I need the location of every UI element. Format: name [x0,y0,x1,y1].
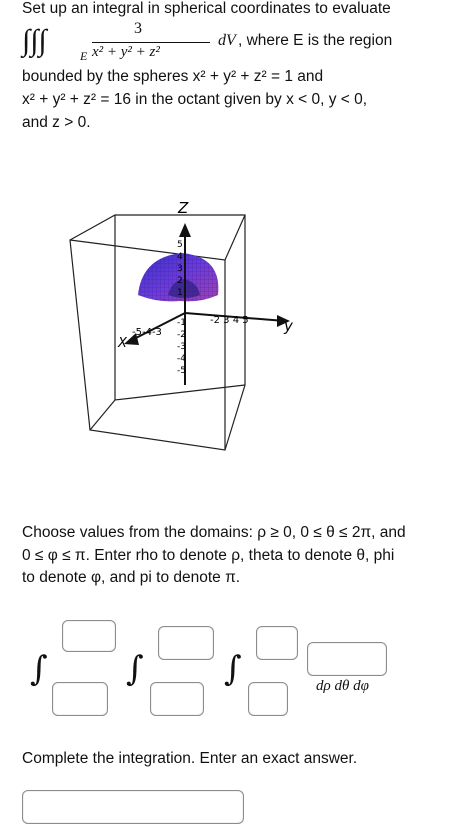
z-tick-label: -2 [177,330,186,340]
z-tick-label: 2 [177,276,183,286]
integral-expression [22,22,442,68]
domain-line-3: to denote φ, and pi to denote π. [22,569,241,586]
complete-instruction: Complete the integration. Enter an exact answer. [22,750,358,767]
y-tick-labels: -2 3 4 5 [210,315,249,326]
z-tick-label: 5 [177,240,183,250]
z-tick-label: -3 [177,342,186,352]
z-tick-label: -5 [177,366,186,376]
integral-sign-2: ∫ [126,649,144,689]
z-tick-label: -1 [177,318,186,328]
lower-limit-3[interactable] [248,682,288,716]
domain-line-2: 0 ≤ φ ≤ π. Enter rho to denote ρ, theta to denote θ, phi [22,547,395,564]
z-tick-label: 4 [177,252,183,262]
triple-integral-sign: ∫∫∫ [22,24,47,57]
upper-limit-3[interactable] [256,626,298,660]
fraction-numerator: 3 [134,20,142,37]
y-axis-label: y [284,317,293,335]
dv-label: dV [218,32,236,49]
domain-line-1: Choose values from the domains: ρ ≥ 0, 0 ≤ θ ≤ 2π, and [22,524,406,541]
lower-limit-1[interactable] [52,682,108,716]
x-axis-label: X [118,336,127,351]
upper-limit-2[interactable] [158,626,214,660]
spherical-region-plot [60,195,310,455]
problem-line-4: x² + y² + z² = 16 in the octant given by x < 0, y < 0, [22,91,368,108]
axes [130,233,285,385]
fraction-bar [92,42,210,43]
z-tick-label: 3 [177,264,183,274]
z-tick-label: -4 [177,354,186,364]
where-region-text: , where E is the region [238,32,393,49]
z-axis-label: Z [178,199,189,217]
problem-line-1: Set up an integral in spherical coordinates to evaluate [22,0,391,17]
answer-input[interactable] [22,790,244,824]
region-subscript: E [80,49,88,63]
integral-sign-3: ∫ [224,649,242,689]
integral-sign-1: ∫ [30,649,48,689]
upper-limit-1[interactable] [62,620,116,652]
problem-line-3: bounded by the spheres x² + y² + z² = 1 and [22,68,324,85]
problem-line-5: and z > 0. [22,114,91,131]
lower-limit-2[interactable] [150,682,204,716]
differentials-label: dρ dθ dφ [316,678,369,694]
integrand-input[interactable] [307,642,387,676]
x-tick-labels: -5-4-3 [132,327,162,338]
fraction-denominator: x² + y² + z² [92,44,160,60]
z-axis-arrow [179,223,191,237]
z-tick-label: 1 [177,288,183,298]
